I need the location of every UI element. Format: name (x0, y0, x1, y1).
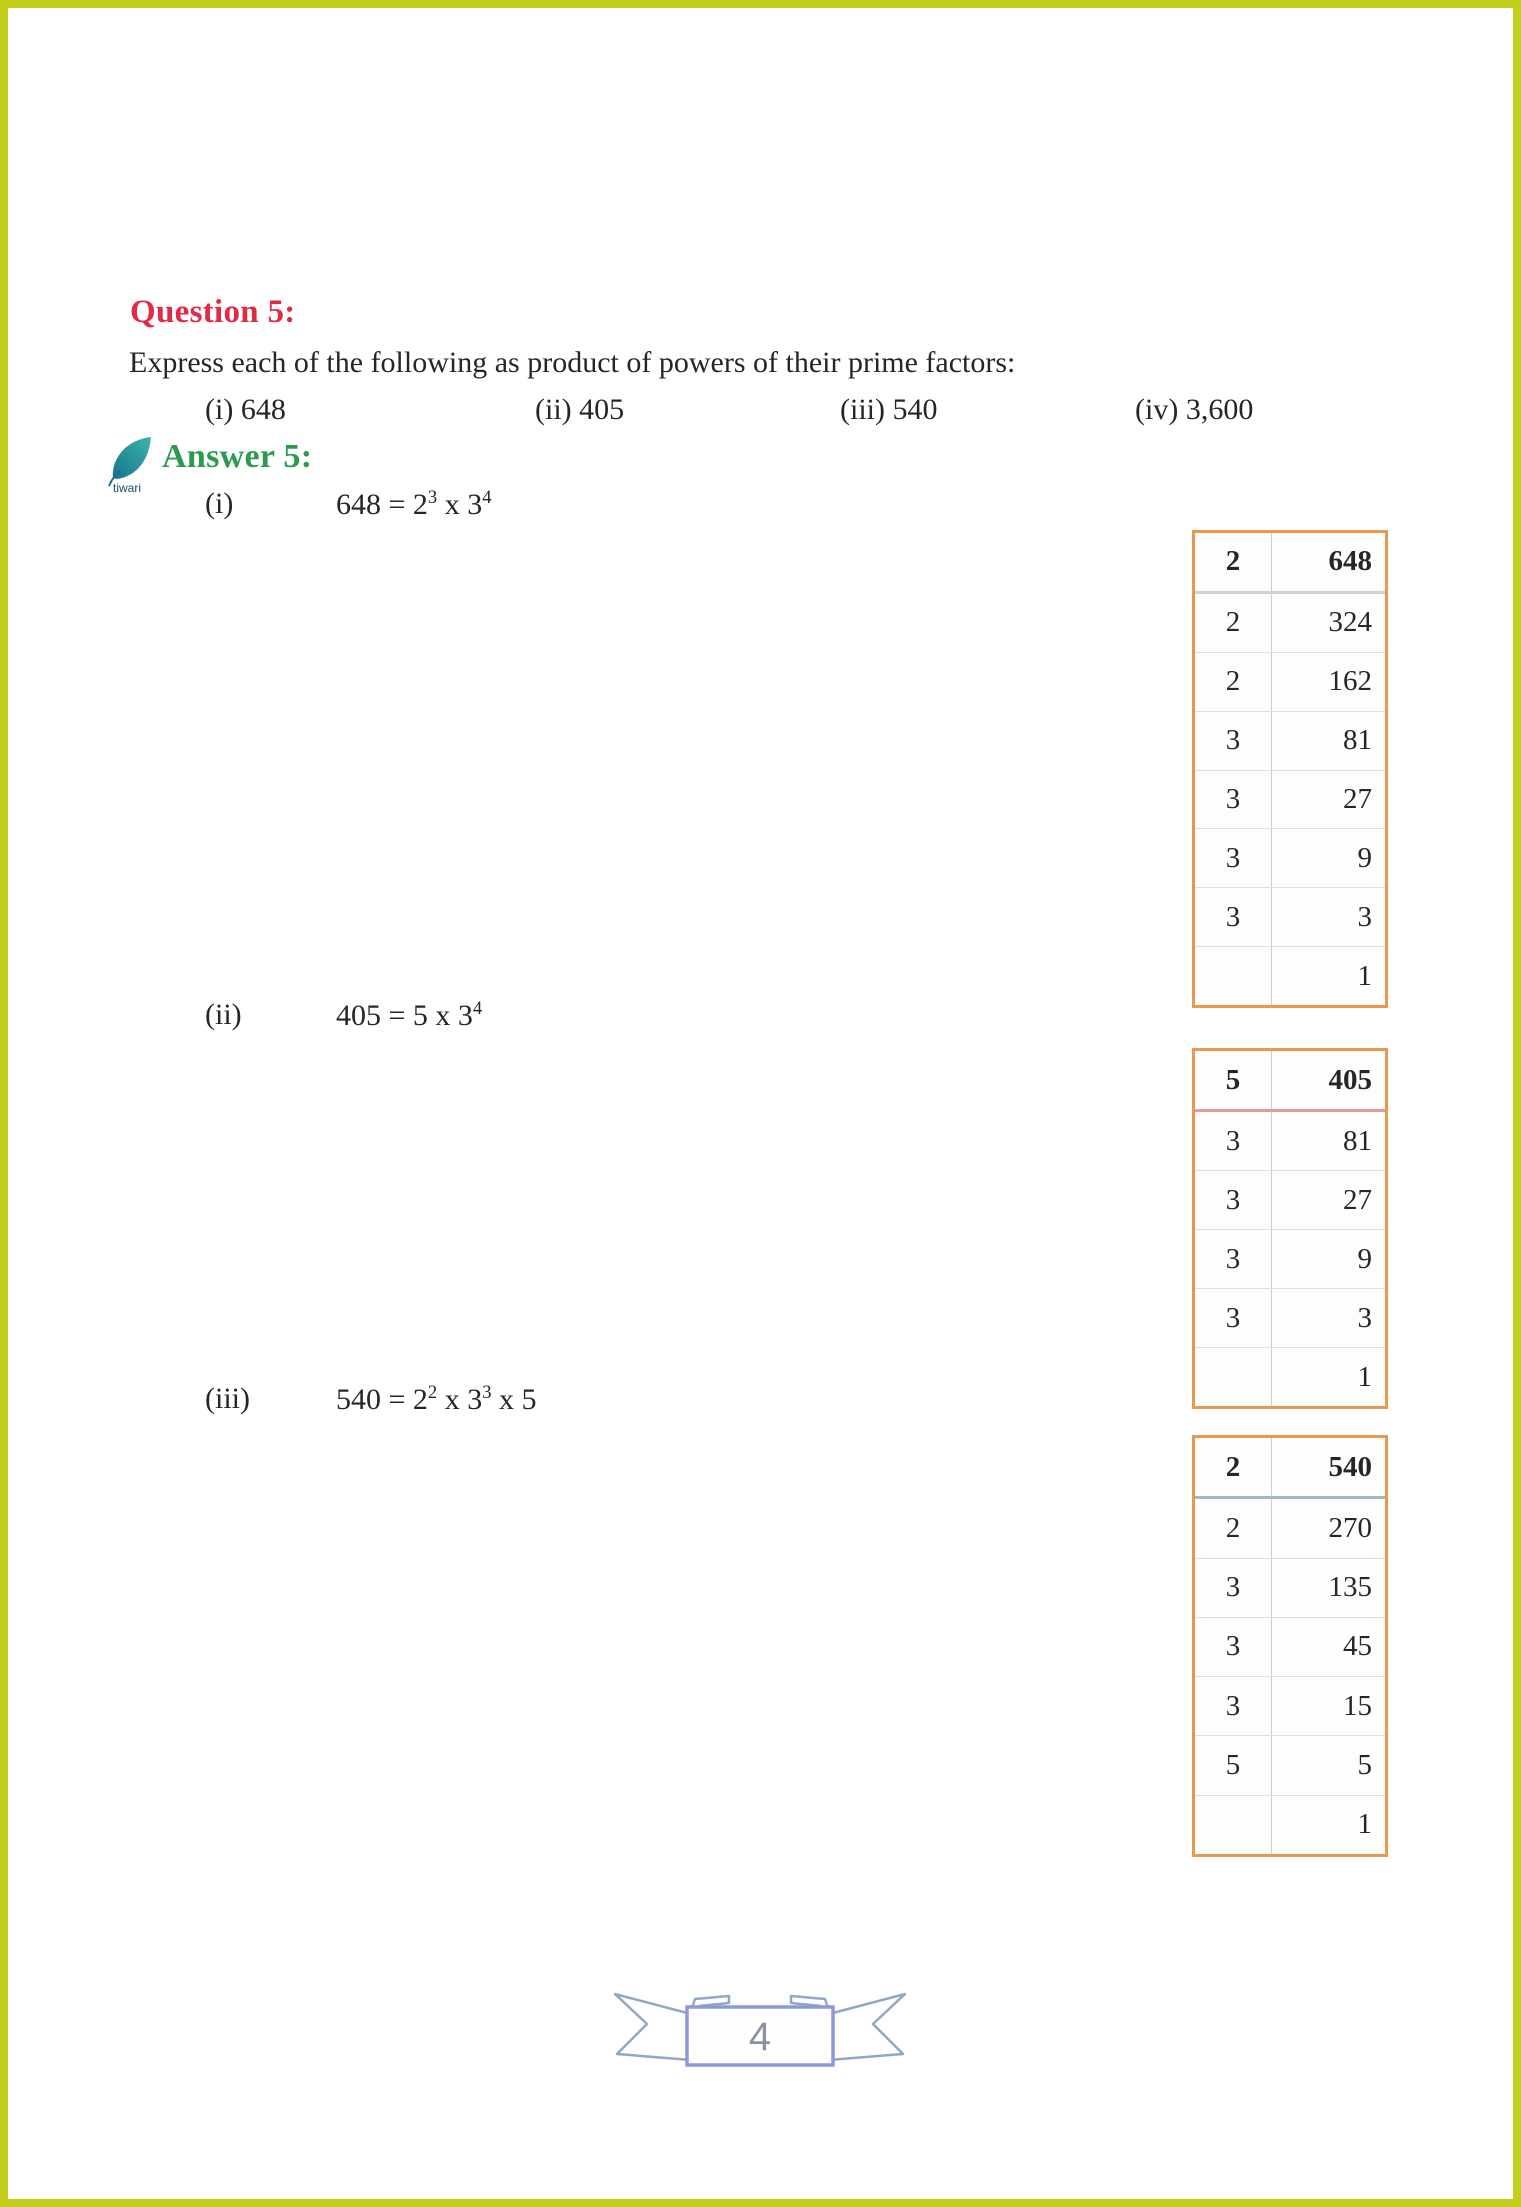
divisor-cell: 3 (1195, 771, 1272, 829)
divisor-cell: 3 (1195, 1171, 1272, 1229)
quotient-cell: 3 (1357, 1301, 1372, 1334)
exponent: 4 (472, 998, 483, 1019)
quotient-cell: 45 (1343, 1630, 1372, 1663)
divisor-cell: 3 (1195, 1618, 1272, 1676)
answer-equation: $540 = 2^2$ x $3^3$ x 5 (336, 1382, 537, 1416)
table-row (1195, 828, 1385, 887)
divisor-cell: 2 (1195, 1438, 1272, 1496)
page-number-ribbon (595, 1980, 925, 2085)
prime-factor-table-540 (1192, 1435, 1388, 1857)
quotient-cell: 81 (1343, 724, 1372, 757)
divisor-cell (1195, 947, 1272, 1005)
table-row (1195, 1617, 1385, 1676)
divisor-cell (1195, 1796, 1272, 1854)
question-option-iv: (iv) 3,600 (1135, 393, 1254, 426)
table-row (1195, 1347, 1385, 1406)
quotient-cell: 3 (1357, 900, 1372, 933)
page-number: 4 (748, 2015, 772, 2059)
quotient-cell: 81 (1343, 1124, 1372, 1157)
answer-equation: $648 = 2^3$ x $3^4$ (336, 487, 492, 521)
divisor-cell: 3 (1195, 888, 1272, 946)
divisor-cell: 2 (1195, 653, 1272, 711)
quotient-cell: 648 (1328, 545, 1372, 578)
table-row (1195, 946, 1385, 1005)
divisor-cell: 3 (1195, 712, 1272, 770)
quotient-cell: 1 (1357, 1360, 1372, 1393)
quotient-cell: 324 (1328, 606, 1372, 639)
question-option-iii: (iii) 540 (840, 393, 938, 426)
question-prompt: Express each of the following as product of powers of their prime factors: (129, 346, 1016, 379)
divisor-cell: 3 (1195, 1230, 1272, 1288)
quotient-cell: 15 (1343, 1689, 1372, 1722)
prime-factor-table-405 (1192, 1048, 1388, 1409)
table-row (1195, 711, 1385, 770)
exponent: 3 (482, 1382, 492, 1403)
divisor-cell: 3 (1195, 1289, 1272, 1347)
logo-word: tiwari (112, 481, 142, 495)
question-option-ii: (ii) 405 (535, 393, 625, 426)
quotient-cell: 5 (1357, 1749, 1372, 1782)
quotient-cell: 270 (1328, 1511, 1372, 1544)
quotient-cell: 27 (1343, 782, 1372, 815)
divisor-cell: 2 (1195, 533, 1272, 591)
table-row (1195, 1112, 1385, 1170)
answer-item-label: (iii) (205, 1382, 250, 1415)
answer-item-label: (ii) (205, 998, 242, 1031)
quotient-cell: 9 (1357, 1242, 1372, 1275)
question-option-i: (i) 648 (205, 393, 286, 426)
table-row (1195, 1795, 1385, 1854)
table-row (1195, 770, 1385, 829)
table-header-row (1195, 1438, 1385, 1499)
divisor-cell: 3 (1195, 1559, 1272, 1617)
quotient-cell: 27 (1343, 1183, 1372, 1216)
divisor-cell: 3 (1195, 1112, 1272, 1170)
table-row (1195, 1676, 1385, 1735)
quotient-cell: 540 (1328, 1450, 1372, 1483)
ribbon-right-flag (829, 1994, 905, 2060)
table-row (1195, 1229, 1385, 1288)
quotient-cell: 1 (1357, 959, 1372, 992)
tiwari-leaf-logo-icon (103, 432, 159, 498)
divisor-cell: 2 (1195, 594, 1272, 652)
table-row (1195, 652, 1385, 711)
divisor-cell: 3 (1195, 829, 1272, 887)
exponent: 2 (427, 1382, 438, 1403)
answer-item-label: (i) (205, 487, 234, 520)
quotient-cell: 1 (1357, 1808, 1372, 1841)
table-row (1195, 1735, 1385, 1794)
quotient-cell: 405 (1328, 1063, 1372, 1096)
answer-title: Answer 5: (162, 438, 313, 475)
table-header-row (1195, 533, 1385, 594)
table-row (1195, 887, 1385, 946)
table-row (1195, 1558, 1385, 1617)
exponent: 3 (427, 487, 438, 508)
table-header-row (1195, 1051, 1385, 1112)
divisor-cell: 5 (1195, 1736, 1272, 1794)
table-row (1195, 1170, 1385, 1229)
divisor-cell: 2 (1195, 1499, 1272, 1557)
table-row (1195, 1288, 1385, 1347)
exponent: 4 (482, 487, 492, 508)
divisor-cell: 5 (1195, 1051, 1272, 1109)
ribbon-left-flag (615, 1994, 691, 2060)
divisor-cell: 3 (1195, 1677, 1272, 1735)
answer-equation: 405 = 5 x $3^4$ (336, 998, 483, 1032)
quotient-cell: 9 (1357, 841, 1372, 874)
quotient-cell: 135 (1328, 1571, 1372, 1604)
quotient-cell: 162 (1328, 665, 1372, 698)
divisor-cell (1195, 1348, 1272, 1406)
table-row (1195, 594, 1385, 652)
prime-factor-table-648 (1192, 530, 1388, 1008)
table-row (1195, 1499, 1385, 1557)
question-title: Question 5: (130, 294, 296, 330)
